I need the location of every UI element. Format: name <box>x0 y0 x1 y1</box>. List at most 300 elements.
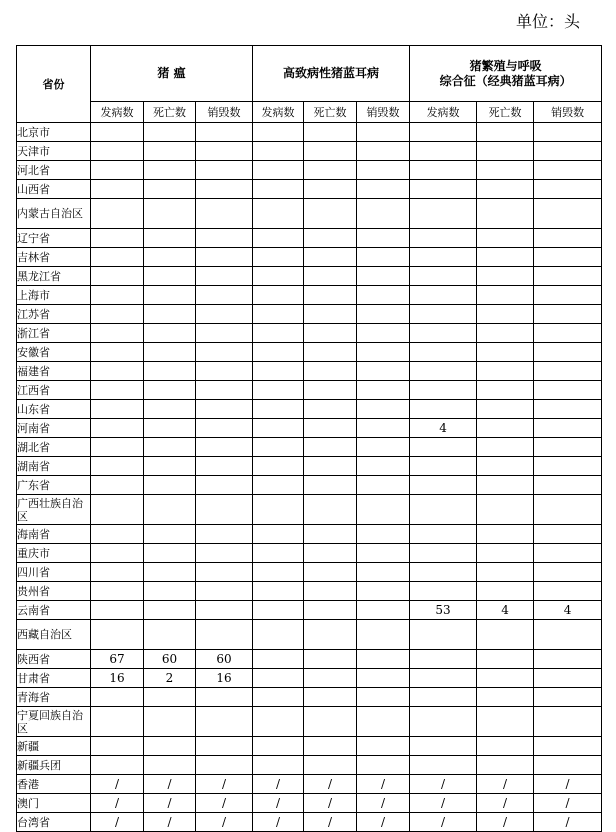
value-cell <box>253 601 304 620</box>
value-cell <box>534 495 602 525</box>
province-cell: 贵州省 <box>17 582 91 601</box>
value-cell <box>410 161 477 180</box>
header-swine-fever: 猪 瘟 <box>91 46 253 102</box>
value-cell: 2 <box>144 669 196 688</box>
value-cell <box>91 544 144 563</box>
value-cell: 4 <box>534 601 602 620</box>
value-cell <box>410 305 477 324</box>
value-cell <box>91 180 144 199</box>
value-cell <box>144 123 196 142</box>
value-cell <box>253 267 304 286</box>
value-cell <box>477 582 534 601</box>
value-cell <box>144 381 196 400</box>
table-row <box>17 267 602 286</box>
province-cell: 江苏省 <box>17 305 91 324</box>
value-cell <box>196 601 253 620</box>
table-row <box>17 794 602 813</box>
value-cell <box>410 343 477 362</box>
value-cell <box>534 476 602 495</box>
value-cell <box>304 199 357 229</box>
province-cell: 宁夏回族自治区 <box>17 707 91 737</box>
value-cell <box>534 324 602 343</box>
table-row <box>17 688 602 707</box>
table-row <box>17 669 602 688</box>
table-row <box>17 563 602 582</box>
value-cell <box>357 438 410 457</box>
value-cell <box>196 267 253 286</box>
value-cell <box>304 142 357 161</box>
value-cell <box>91 476 144 495</box>
value-cell <box>357 688 410 707</box>
value-cell <box>144 343 196 362</box>
value-cell <box>477 650 534 669</box>
table-row <box>17 620 602 650</box>
province-cell: 北京市 <box>17 123 91 142</box>
header-classic-prrs-line1: 猪繁殖与呼吸 <box>469 58 542 73</box>
value-cell <box>410 229 477 248</box>
value-cell <box>304 267 357 286</box>
province-cell: 新疆 <box>17 737 91 756</box>
value-cell <box>534 161 602 180</box>
value-cell <box>304 544 357 563</box>
table-row <box>17 650 602 669</box>
province-cell: 四川省 <box>17 563 91 582</box>
value-cell <box>304 161 357 180</box>
value-cell <box>304 563 357 582</box>
value-cell <box>477 400 534 419</box>
subheader-deaths: 死亡数 <box>477 102 534 123</box>
value-cell <box>410 400 477 419</box>
value-cell <box>477 248 534 267</box>
value-cell <box>196 161 253 180</box>
value-cell <box>91 495 144 525</box>
value-cell <box>304 457 357 476</box>
value-cell <box>196 229 253 248</box>
value-cell <box>304 324 357 343</box>
province-cell: 河南省 <box>17 419 91 438</box>
value-cell <box>196 305 253 324</box>
header-classic-prrs-line2: 综合征（经典猪蓝耳病） <box>439 73 572 88</box>
table-row <box>17 756 602 775</box>
value-cell: / <box>91 813 144 832</box>
value-cell <box>477 495 534 525</box>
value-cell <box>477 544 534 563</box>
value-cell <box>144 707 196 737</box>
value-cell <box>196 199 253 229</box>
value-cell <box>253 669 304 688</box>
value-cell <box>477 123 534 142</box>
table-row <box>17 419 602 438</box>
value-cell <box>410 525 477 544</box>
value-cell <box>196 142 253 161</box>
value-cell <box>534 123 602 142</box>
value-cell <box>357 476 410 495</box>
value-cell <box>357 267 410 286</box>
value-cell <box>410 650 477 669</box>
value-cell <box>477 305 534 324</box>
value-cell <box>477 343 534 362</box>
value-cell <box>477 737 534 756</box>
value-cell <box>477 756 534 775</box>
value-cell <box>357 495 410 525</box>
province-cell: 澳门 <box>17 794 91 813</box>
epidemic-table <box>16 45 602 832</box>
table-row <box>17 400 602 419</box>
value-cell <box>196 707 253 737</box>
value-cell <box>477 381 534 400</box>
value-cell <box>357 650 410 669</box>
value-cell <box>91 248 144 267</box>
value-cell <box>253 650 304 669</box>
value-cell <box>196 544 253 563</box>
value-cell <box>534 381 602 400</box>
value-cell <box>91 457 144 476</box>
value-cell <box>196 286 253 305</box>
value-cell: / <box>196 775 253 794</box>
value-cell <box>534 400 602 419</box>
table-row <box>17 286 602 305</box>
value-cell <box>253 199 304 229</box>
value-cell <box>144 495 196 525</box>
value-cell <box>534 582 602 601</box>
value-cell: / <box>253 775 304 794</box>
value-cell <box>410 286 477 305</box>
value-cell <box>477 286 534 305</box>
province-cell: 内蒙古自治区 <box>17 199 91 229</box>
province-cell: 台湾省 <box>17 813 91 832</box>
value-cell <box>196 620 253 650</box>
value-cell <box>91 737 144 756</box>
value-cell <box>357 362 410 381</box>
value-cell <box>304 343 357 362</box>
value-cell <box>253 400 304 419</box>
value-cell <box>144 267 196 286</box>
province-cell: 重庆市 <box>17 544 91 563</box>
province-cell: 河北省 <box>17 161 91 180</box>
value-cell <box>534 267 602 286</box>
value-cell <box>534 305 602 324</box>
value-cell <box>304 438 357 457</box>
value-cell <box>357 563 410 582</box>
value-cell <box>357 161 410 180</box>
province-cell: 广东省 <box>17 476 91 495</box>
value-cell: 4 <box>477 601 534 620</box>
value-cell <box>196 324 253 343</box>
value-cell <box>357 199 410 229</box>
value-cell <box>477 419 534 438</box>
value-cell <box>410 362 477 381</box>
value-cell <box>253 161 304 180</box>
value-cell <box>196 737 253 756</box>
value-cell <box>144 544 196 563</box>
value-cell <box>196 362 253 381</box>
province-cell: 福建省 <box>17 362 91 381</box>
value-cell: / <box>534 775 602 794</box>
value-cell <box>253 286 304 305</box>
value-cell <box>410 688 477 707</box>
value-cell <box>253 343 304 362</box>
value-cell <box>477 161 534 180</box>
header-hp-prrs: 高致病性猪蓝耳病 <box>253 46 410 102</box>
value-cell <box>534 650 602 669</box>
value-cell <box>196 400 253 419</box>
subheader-deaths: 死亡数 <box>144 102 196 123</box>
value-cell: 16 <box>91 669 144 688</box>
value-cell <box>410 142 477 161</box>
value-cell <box>477 457 534 476</box>
value-cell <box>253 362 304 381</box>
value-cell: / <box>91 775 144 794</box>
value-cell <box>196 582 253 601</box>
value-cell <box>253 123 304 142</box>
value-cell <box>477 476 534 495</box>
value-cell: / <box>534 794 602 813</box>
province-cell: 山西省 <box>17 180 91 199</box>
table-row <box>17 362 602 381</box>
value-cell <box>144 476 196 495</box>
value-cell <box>253 248 304 267</box>
value-cell <box>410 737 477 756</box>
value-cell <box>477 707 534 737</box>
value-cell <box>477 525 534 544</box>
table-row <box>17 457 602 476</box>
value-cell <box>253 563 304 582</box>
value-cell: / <box>253 813 304 832</box>
value-cell <box>91 286 144 305</box>
value-cell <box>534 669 602 688</box>
table-row <box>17 324 602 343</box>
value-cell: / <box>357 794 410 813</box>
value-cell <box>534 286 602 305</box>
value-cell <box>304 180 357 199</box>
value-cell <box>477 563 534 582</box>
table-row <box>17 707 602 737</box>
value-cell: / <box>196 794 253 813</box>
value-cell <box>534 707 602 737</box>
value-cell <box>410 324 477 343</box>
value-cell: / <box>144 775 196 794</box>
table-row <box>17 343 602 362</box>
table-row <box>17 737 602 756</box>
table-row <box>17 199 602 229</box>
table-row <box>17 495 602 525</box>
value-cell <box>91 199 144 229</box>
province-cell: 安徽省 <box>17 343 91 362</box>
value-cell <box>410 544 477 563</box>
value-cell: 4 <box>410 419 477 438</box>
province-cell: 天津市 <box>17 142 91 161</box>
table-row <box>17 123 602 142</box>
value-cell: / <box>304 794 357 813</box>
table-row <box>17 775 602 794</box>
subheader-deaths: 死亡数 <box>304 102 357 123</box>
value-cell <box>304 582 357 601</box>
value-cell <box>477 180 534 199</box>
value-cell <box>91 123 144 142</box>
value-cell <box>91 688 144 707</box>
value-cell <box>253 620 304 650</box>
value-cell <box>410 756 477 775</box>
value-cell <box>357 457 410 476</box>
value-cell <box>91 601 144 620</box>
value-cell <box>196 343 253 362</box>
value-cell <box>410 476 477 495</box>
value-cell <box>357 142 410 161</box>
value-cell <box>196 180 253 199</box>
subheader-destroyed: 销毁数 <box>357 102 410 123</box>
value-cell <box>144 525 196 544</box>
value-cell <box>477 362 534 381</box>
value-cell <box>144 419 196 438</box>
unit-label: 单位：头 <box>515 12 580 31</box>
value-cell <box>144 142 196 161</box>
value-cell <box>357 381 410 400</box>
value-cell <box>304 620 357 650</box>
value-cell: / <box>357 813 410 832</box>
table-row <box>17 305 602 324</box>
value-cell <box>477 199 534 229</box>
value-cell <box>253 305 304 324</box>
value-cell <box>304 305 357 324</box>
value-cell <box>477 669 534 688</box>
value-cell <box>410 707 477 737</box>
value-cell <box>196 688 253 707</box>
value-cell <box>253 525 304 544</box>
subheader-destroyed: 销毁数 <box>534 102 602 123</box>
value-cell <box>253 180 304 199</box>
value-cell <box>304 419 357 438</box>
province-cell: 新疆兵团 <box>17 756 91 775</box>
province-cell: 海南省 <box>17 525 91 544</box>
value-cell <box>196 248 253 267</box>
value-cell <box>410 669 477 688</box>
value-cell <box>410 123 477 142</box>
value-cell <box>91 305 144 324</box>
value-cell <box>477 324 534 343</box>
value-cell <box>410 495 477 525</box>
value-cell <box>144 324 196 343</box>
value-cell <box>253 544 304 563</box>
value-cell <box>410 457 477 476</box>
value-cell <box>144 688 196 707</box>
value-cell <box>357 707 410 737</box>
value-cell <box>253 324 304 343</box>
value-cell <box>304 525 357 544</box>
value-cell: 60 <box>144 650 196 669</box>
province-cell: 湖北省 <box>17 438 91 457</box>
province-cell: 江西省 <box>17 381 91 400</box>
value-cell <box>410 438 477 457</box>
value-cell <box>253 688 304 707</box>
value-cell <box>534 229 602 248</box>
value-cell <box>357 229 410 248</box>
value-cell <box>534 180 602 199</box>
province-cell: 上海市 <box>17 286 91 305</box>
value-cell <box>357 601 410 620</box>
value-cell <box>144 305 196 324</box>
value-cell <box>253 438 304 457</box>
value-cell <box>91 161 144 180</box>
value-cell: / <box>477 813 534 832</box>
table-row <box>17 142 602 161</box>
value-cell <box>253 737 304 756</box>
value-cell <box>253 457 304 476</box>
value-cell <box>304 737 357 756</box>
value-cell <box>410 180 477 199</box>
value-cell: / <box>410 775 477 794</box>
table-row <box>17 525 602 544</box>
value-cell <box>144 601 196 620</box>
value-cell <box>91 438 144 457</box>
value-cell <box>357 180 410 199</box>
value-cell <box>196 756 253 775</box>
value-cell: 53 <box>410 601 477 620</box>
value-cell <box>304 248 357 267</box>
subheader-cases: 发病数 <box>253 102 304 123</box>
value-cell <box>304 650 357 669</box>
value-cell <box>253 707 304 737</box>
value-cell <box>534 343 602 362</box>
value-cell <box>144 199 196 229</box>
value-cell <box>144 248 196 267</box>
table-row <box>17 161 602 180</box>
value-cell <box>410 199 477 229</box>
table-row <box>17 582 602 601</box>
value-cell <box>534 362 602 381</box>
value-cell <box>91 620 144 650</box>
value-cell <box>253 142 304 161</box>
value-cell <box>534 544 602 563</box>
value-cell <box>196 123 253 142</box>
value-cell: / <box>253 794 304 813</box>
value-cell <box>144 180 196 199</box>
value-cell <box>144 400 196 419</box>
value-cell <box>534 248 602 267</box>
province-cell: 青海省 <box>17 688 91 707</box>
value-cell <box>357 419 410 438</box>
value-cell: / <box>304 775 357 794</box>
value-cell <box>534 620 602 650</box>
value-cell: / <box>304 813 357 832</box>
table-row <box>17 229 602 248</box>
table-row <box>17 248 602 267</box>
value-cell <box>534 525 602 544</box>
value-cell: 60 <box>196 650 253 669</box>
value-cell: / <box>410 813 477 832</box>
value-cell <box>357 343 410 362</box>
value-cell <box>410 582 477 601</box>
value-cell <box>534 688 602 707</box>
value-cell <box>410 248 477 267</box>
value-cell <box>534 419 602 438</box>
value-cell <box>477 142 534 161</box>
value-cell <box>534 756 602 775</box>
value-cell <box>304 476 357 495</box>
value-cell <box>144 362 196 381</box>
value-cell <box>91 362 144 381</box>
value-cell <box>253 381 304 400</box>
value-cell <box>91 582 144 601</box>
value-cell <box>91 142 144 161</box>
value-cell <box>196 438 253 457</box>
value-cell <box>196 563 253 582</box>
value-cell <box>357 756 410 775</box>
value-cell <box>196 525 253 544</box>
value-cell <box>477 229 534 248</box>
value-cell <box>534 142 602 161</box>
value-cell: / <box>144 794 196 813</box>
province-cell: 黑龙江省 <box>17 267 91 286</box>
